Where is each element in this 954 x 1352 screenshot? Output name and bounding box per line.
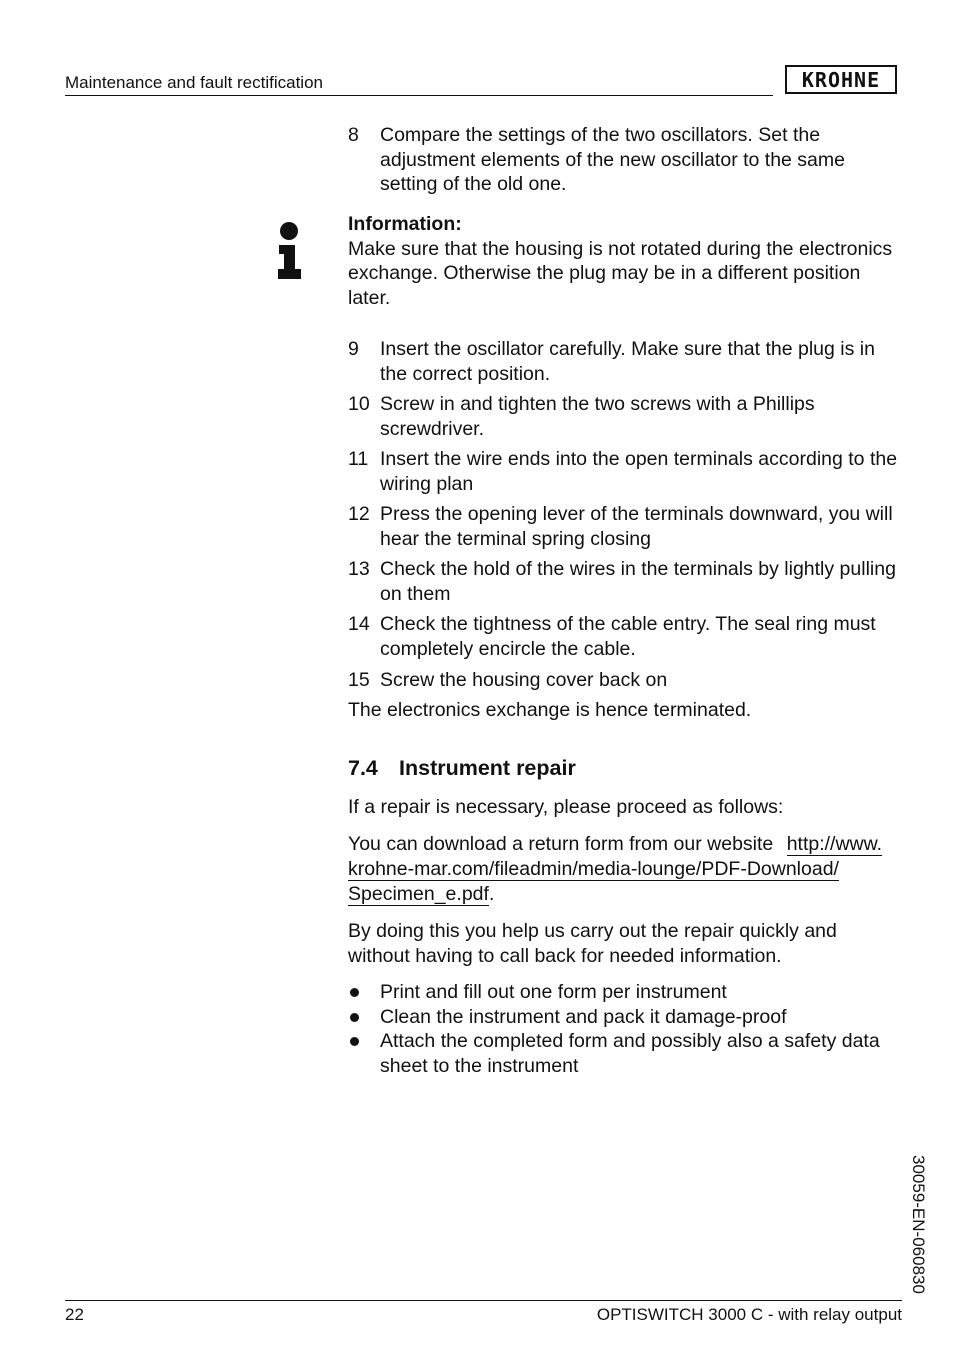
section-title: Instrument repair <box>399 756 576 780</box>
download-prefix: You can download a return form from our website <box>348 833 779 855</box>
step-text: Screw the housing cover back on <box>380 669 668 691</box>
step-text: Press the opening lever of the terminals downward, you will hear the terminal spring closing <box>380 503 893 550</box>
footer-rule <box>65 1300 902 1301</box>
step-item <box>348 668 904 693</box>
step-item <box>348 502 904 551</box>
step-number: 11 <box>348 448 369 470</box>
return-form-link[interactable]: http://www. <box>786 833 883 855</box>
running-header: Maintenance and fault rectification <box>65 73 323 92</box>
document-code: 30059-EN-060830 <box>909 1155 928 1294</box>
step-item <box>348 447 904 496</box>
information-block <box>348 212 904 310</box>
download-suffix: . <box>488 883 495 905</box>
bullet-text: Print and fill out one form per instrument <box>380 981 727 1003</box>
bullet-icon <box>350 1013 359 1022</box>
step-text: Check the tightness of the cable entry. The seal ring must completely encircle the cable. <box>380 613 876 660</box>
bullet-text: Clean the instrument and pack it damage-proof <box>380 1006 787 1028</box>
information-text: Make sure that the housing is not rotated during the electronics exchange. Otherwise the plug may be in a different position later. <box>348 237 893 309</box>
step-number: 9 <box>348 338 359 360</box>
step-item <box>348 123 904 197</box>
section-number: 7.4 <box>348 756 378 780</box>
page-number: 22 <box>65 1305 84 1324</box>
step-text: Check the hold of the wires in the terminals by lightly pulling on them <box>380 558 896 605</box>
step-text: Insert the oscillator carefully. Make sure that the plug is in the correct position. <box>380 338 875 385</box>
footer-title: OPTISWITCH 3000 C - with relay output <box>596 1305 902 1324</box>
header-rule <box>65 95 773 96</box>
step-item <box>348 392 904 441</box>
step-number: 13 <box>348 558 370 580</box>
step-number: 12 <box>348 503 370 525</box>
bullet-icon <box>350 1037 359 1046</box>
conclusion-text: The electronics exchange is hence terminated. <box>348 699 752 721</box>
download-paragraph <box>348 832 904 907</box>
return-form-link[interactable]: Specimen_e.pdf <box>348 883 489 905</box>
step-text: Screw in and tighten the two screws with a Phillips screwdriver. <box>380 393 815 440</box>
step-number: 10 <box>348 393 370 415</box>
step-number: 8 <box>348 124 359 146</box>
bullet-icon <box>350 988 359 997</box>
step-number: 15 <box>348 669 370 691</box>
krohne-logo: KROHNE <box>785 65 897 94</box>
return-form-link[interactable]: krohne-mar.com/fileadmin/media-lounge/PDF-Download/ <box>348 858 839 880</box>
bullet-item <box>348 1029 904 1078</box>
bullet-text: Attach the completed form and possibly also a safety data sheet to the instrument <box>380 1030 880 1077</box>
section-heading <box>348 756 576 781</box>
help-paragraph: By doing this you help us carry out the repair quickly and without having to call back for needed information. <box>348 920 837 967</box>
bullet-item <box>348 1005 904 1030</box>
information-title: Information: <box>348 213 462 235</box>
step-text: Insert the wire ends into the open terminals according to the wiring plan <box>380 448 898 495</box>
step-item <box>348 337 904 386</box>
step-text: Compare the settings of the two oscillators. Set the adjustment elements of the new oscillator to the same setting of the old one. <box>380 124 845 195</box>
section-intro: If a repair is necessary, please proceed as follows: <box>348 796 784 818</box>
step-item <box>348 612 904 661</box>
step-item <box>348 557 904 606</box>
information-icon <box>276 221 304 281</box>
step-number: 14 <box>348 613 370 635</box>
bullet-item <box>348 980 904 1005</box>
